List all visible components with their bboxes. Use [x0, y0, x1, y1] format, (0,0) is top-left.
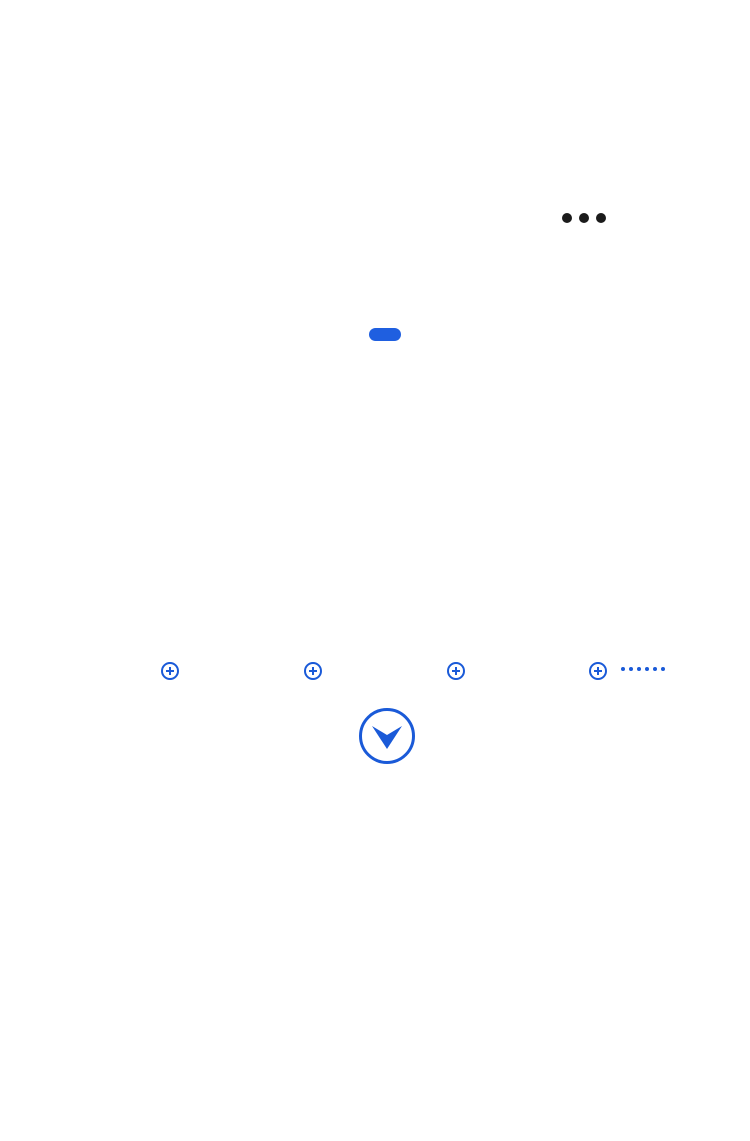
plus-circle-icon: [161, 662, 179, 680]
plus-circle-icon: [304, 662, 322, 680]
subtitle: [233, 205, 249, 231]
plus-circle-icon: [589, 662, 607, 680]
accent-pill: [369, 328, 401, 341]
down-arrow-circle-icon: [359, 708, 415, 764]
ellipsis-icon: [560, 213, 608, 225]
plus-circle-icon: [447, 662, 465, 680]
